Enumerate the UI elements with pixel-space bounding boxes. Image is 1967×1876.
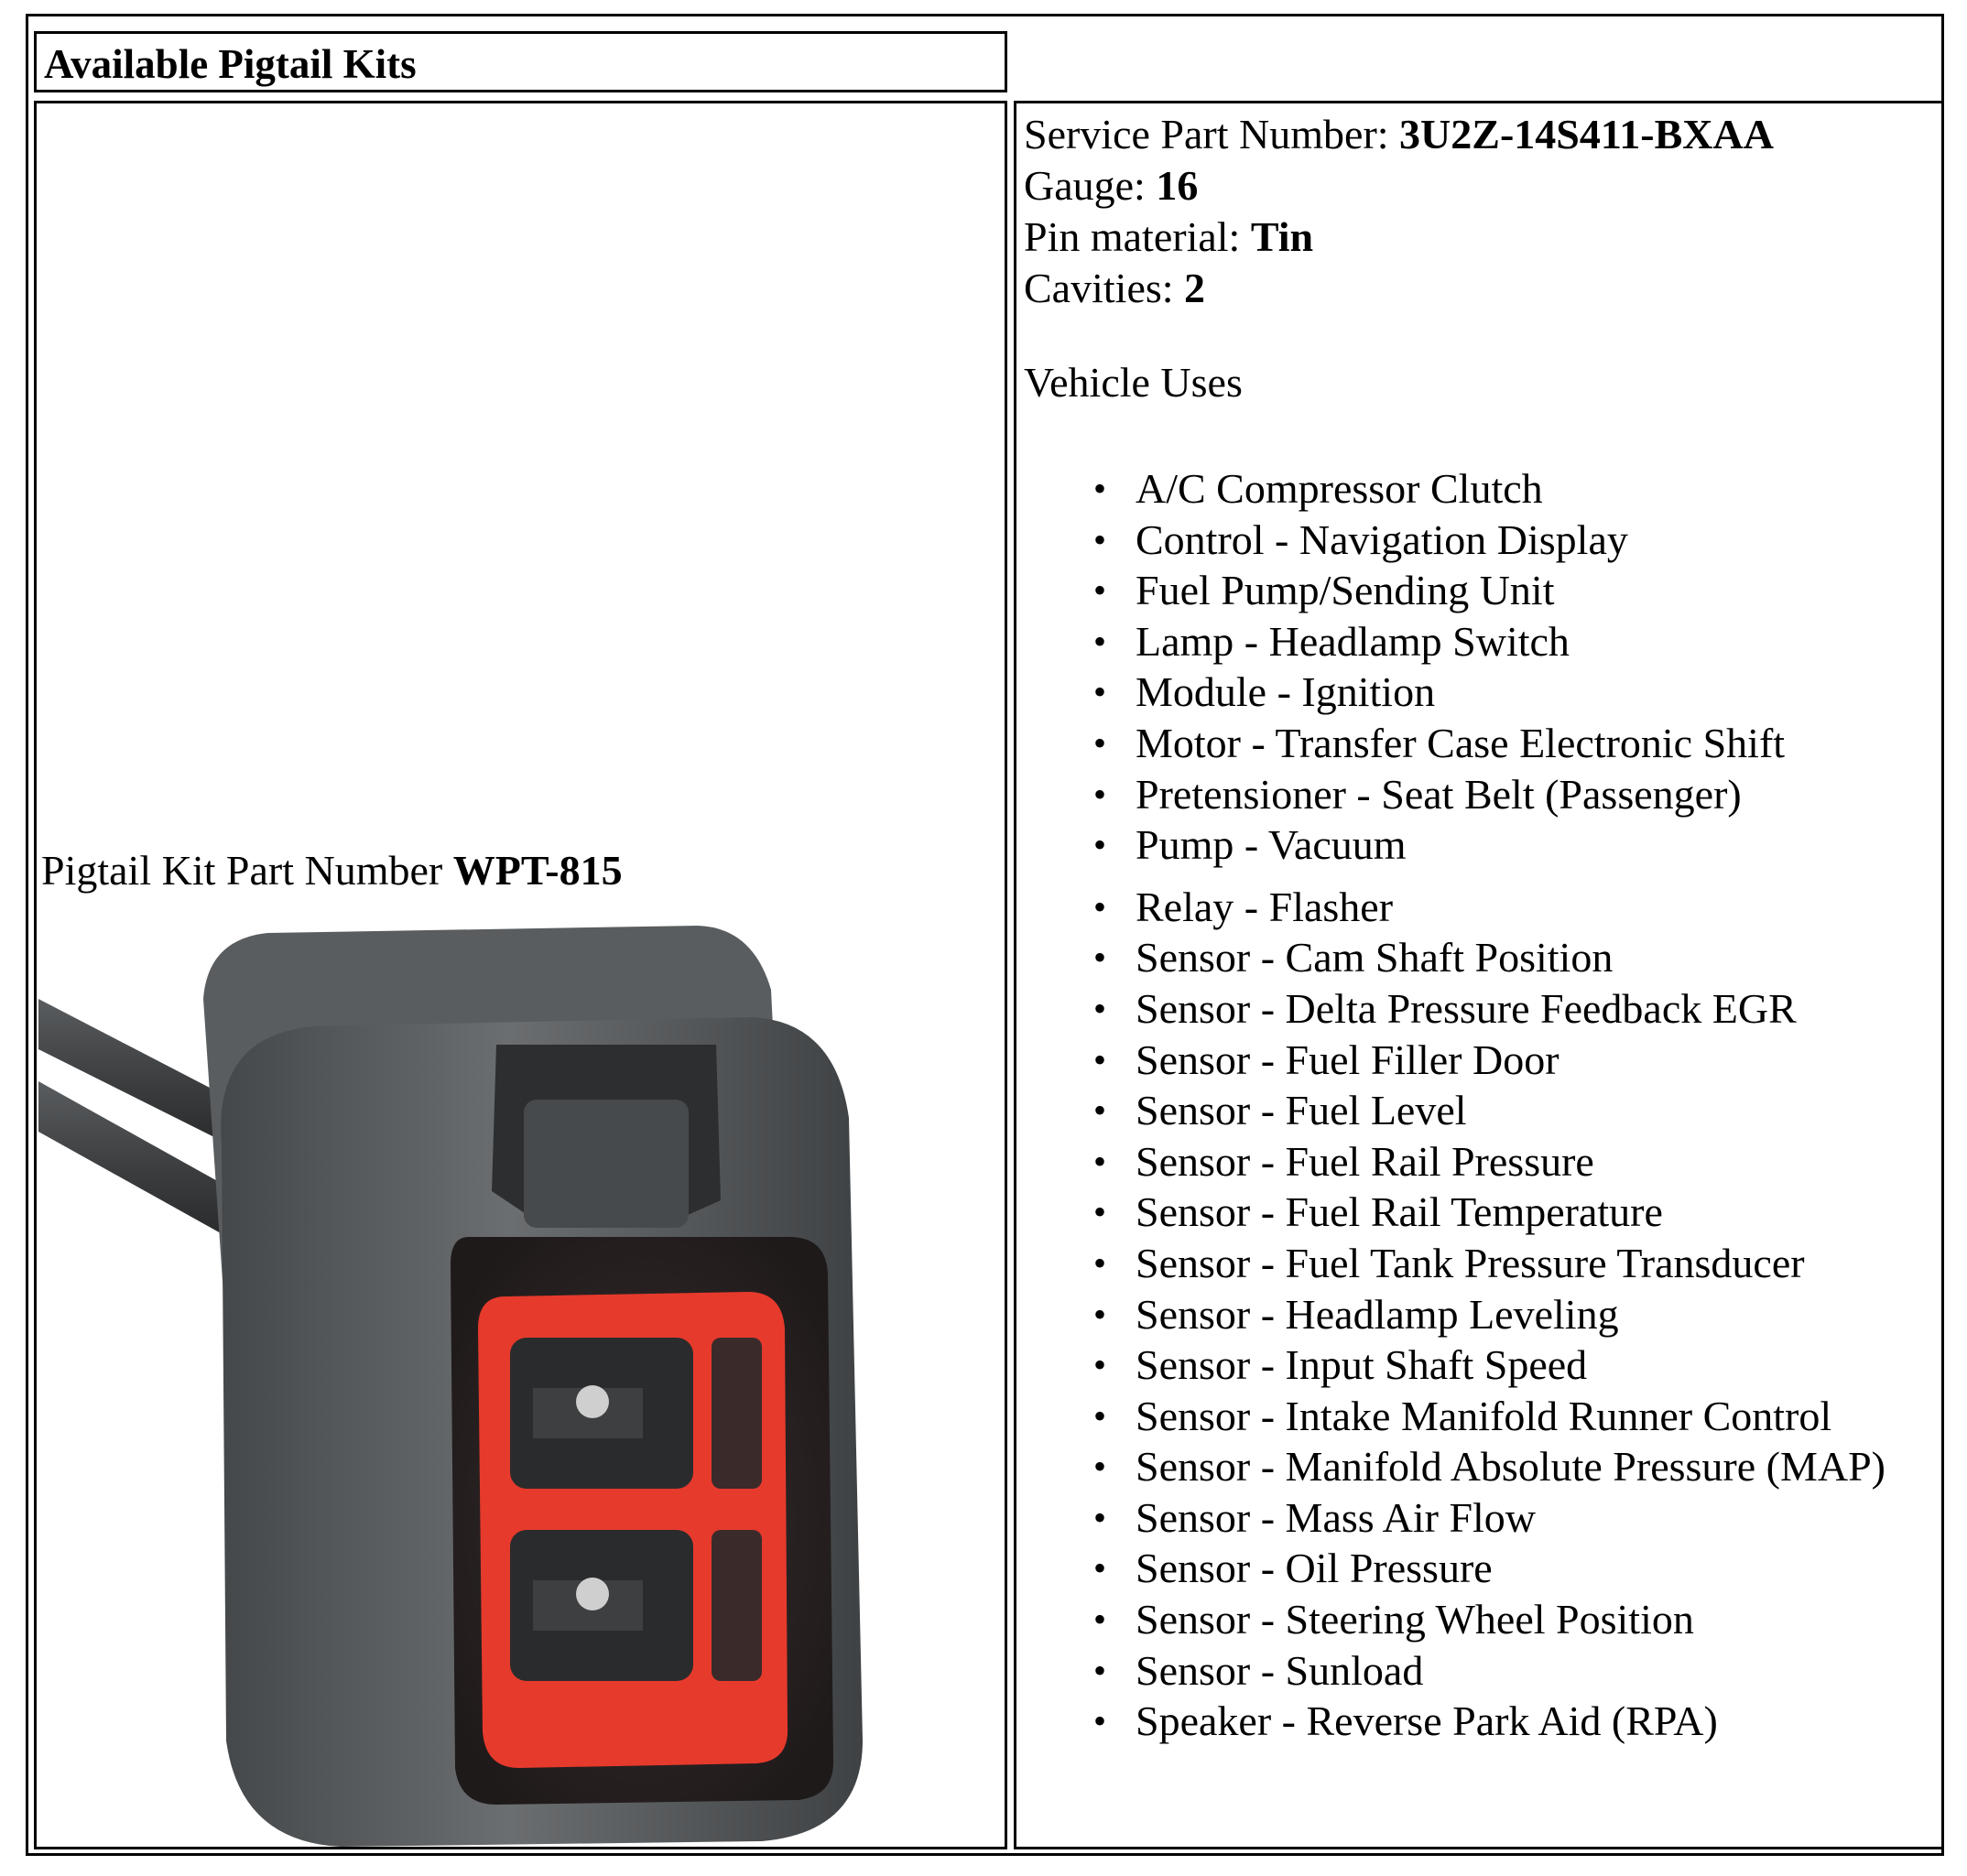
list-item: • Sensor - Fuel Filler Door: [1016, 1035, 1941, 1086]
list-item: • Fuel Pump/Sending Unit: [1016, 565, 1941, 616]
page-title: Available Pigtail Kits: [34, 31, 1007, 92]
kit-cell: [34, 101, 1007, 1849]
list-item: • Module - Ignition: [1016, 667, 1941, 718]
list-item: • Sensor - Delta Pressure Feedback EGR: [1016, 983, 1941, 1035]
list-item: • Sensor - Cam Shaft Position: [1016, 932, 1941, 983]
list-item: • Sensor - Fuel Rail Temperature: [1016, 1187, 1941, 1238]
list-item: • Sensor - Manifold Absolute Pressure (MAP): [1016, 1441, 1941, 1492]
list-item: • Sensor - Sunload: [1016, 1645, 1941, 1697]
list-item: • Relay - Flasher: [1016, 882, 1941, 933]
list-item: • Sensor - Headlamp Leveling: [1016, 1289, 1941, 1340]
list-item: • Sensor - Steering Wheel Position: [1016, 1594, 1941, 1645]
service-part-number: Service Part Number: 3U2Z-14S411-BXAA: [1024, 111, 1774, 157]
list-item: • Sensor - Oil Pressure: [1016, 1543, 1941, 1594]
list-item: • Pretensioner - Seat Belt (Passenger): [1016, 769, 1941, 820]
list-item: • Control - Navigation Display: [1016, 515, 1941, 566]
cavities: Cavities: 2: [1024, 265, 1206, 311]
gauge: Gauge: 16: [1024, 162, 1199, 209]
list-item: • A/C Compressor Clutch: [1016, 463, 1941, 515]
vehicle-uses-heading: Vehicle Uses: [1024, 359, 1243, 406]
list-item: • Sensor - Fuel Rail Pressure: [1016, 1136, 1941, 1187]
pin-material: Pin material: Tin: [1024, 213, 1314, 260]
kit-part-number: WPT-815: [452, 847, 623, 894]
list-item: • Motor - Transfer Case Electronic Shift: [1016, 718, 1941, 769]
list-item: • Pump - Vacuum: [1016, 819, 1941, 871]
vehicle-uses-list: [1016, 463, 1941, 1747]
list-item: • Sensor - Input Shaft Speed: [1016, 1339, 1941, 1391]
details-cell: [1014, 101, 1944, 1849]
list-item: • Sensor - Mass Air Flow: [1016, 1492, 1941, 1544]
list-item: • Speaker - Reverse Park Aid (RPA): [1016, 1696, 1941, 1747]
connector-photo: [38, 889, 1005, 1847]
list-item: • Lamp - Headlamp Switch: [1016, 616, 1941, 667]
list-item: • Sensor - Intake Manifold Runner Control: [1016, 1391, 1941, 1442]
list-item: • Sensor - Fuel Level: [1016, 1085, 1941, 1136]
kit-part-label: Pigtail Kit Part Number: [41, 847, 443, 894]
list-item: • Sensor - Fuel Tank Pressure Transducer: [1016, 1238, 1941, 1289]
